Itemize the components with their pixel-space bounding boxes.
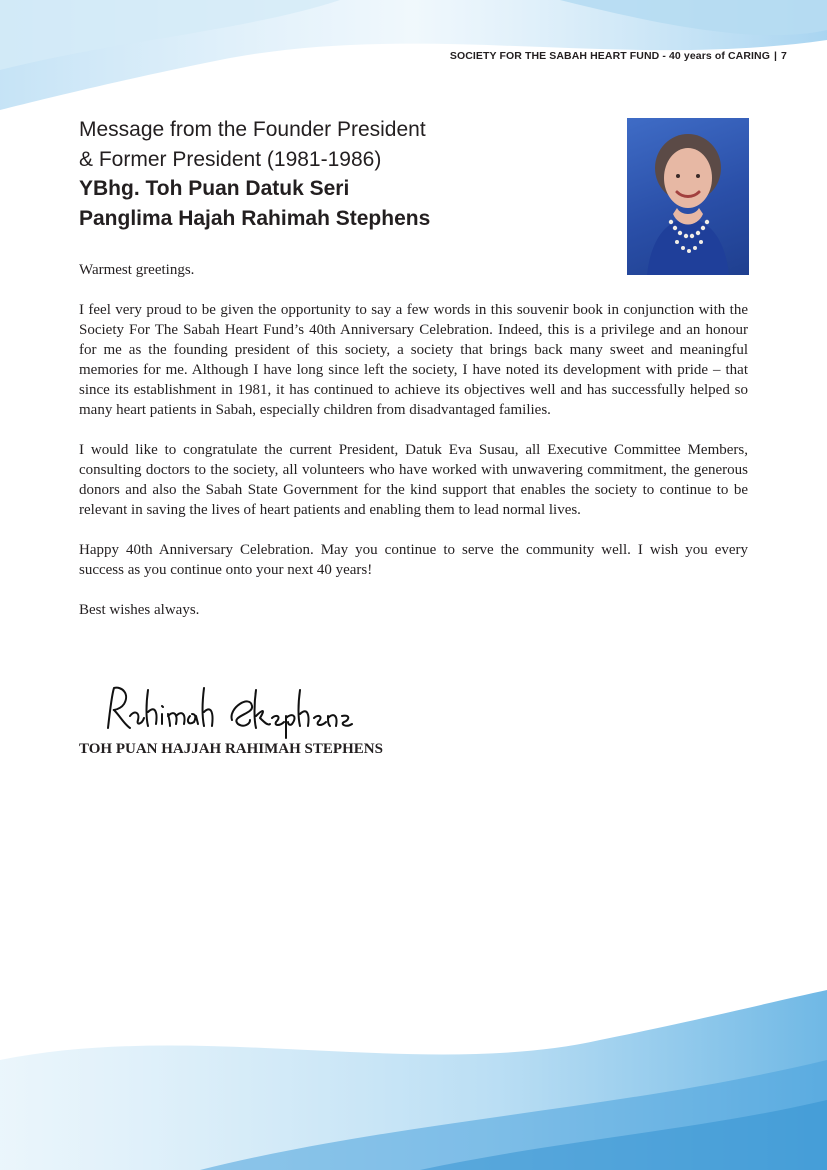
portrait-photo xyxy=(627,118,749,275)
signatory-name: TOH PUAN HAJJAH RAHIMAH STEPHENS xyxy=(79,741,383,757)
title-name-line-2: Panglima Hajah Rahimah Stephens xyxy=(79,206,431,230)
body-paragraph-1: I feel very proud to be given the opportunity to say a few words in this souvenir book in conjunction with the Society For The Sabah Heart Fund’s 40th Anniversary Celebration. Indeed, this is a privilege and an honour for me as the founding president of this society, a society that brings back many sweet and meaningful memories for me. Although I have long since left the society, I have noted its development with pride – that since its establishment in 1981, it has continued to achieve its objectives well and has successfully helped so many heart patients in Sabah, especially children from disadvantaged families. xyxy=(79,302,748,418)
header-title: SOCIETY FOR THE SABAH HEART FUND - 40 years of CARING xyxy=(449,50,770,62)
header-separator: | xyxy=(774,50,778,62)
body-paragraph-2: I would like to congratulate the current President, Datuk Eva Susau, all Executive Committee Members, consulting doctors to the society, all volunteers who have worked with unwavering commitment, the generous donors and also the Sabah State Government for the kind support that enables the society to continue to be relevant in saving the lives of heart patients and enabling them to lead normal lives. xyxy=(79,442,748,518)
handwritten-signature xyxy=(100,680,360,740)
page-header xyxy=(450,50,787,62)
title-line-2: & Former President (1981-1986) xyxy=(79,147,382,171)
closing-paragraph: Best wishes always. xyxy=(79,602,200,618)
page-number: 7 xyxy=(781,50,787,62)
title-name-line-1: YBhg. Toh Puan Datuk Seri xyxy=(79,177,350,200)
greeting-paragraph: Warmest greetings. xyxy=(79,262,195,278)
portrait-illustration xyxy=(627,118,749,275)
message-title xyxy=(79,115,599,233)
body-paragraph-3: Happy 40th Anniversary Celebration. May you continue to serve the community well. I wish you every success as you continue onto your next 40 years! xyxy=(79,542,748,578)
message-body xyxy=(79,260,748,640)
title-line-1: Message from the Founder President xyxy=(79,118,426,141)
